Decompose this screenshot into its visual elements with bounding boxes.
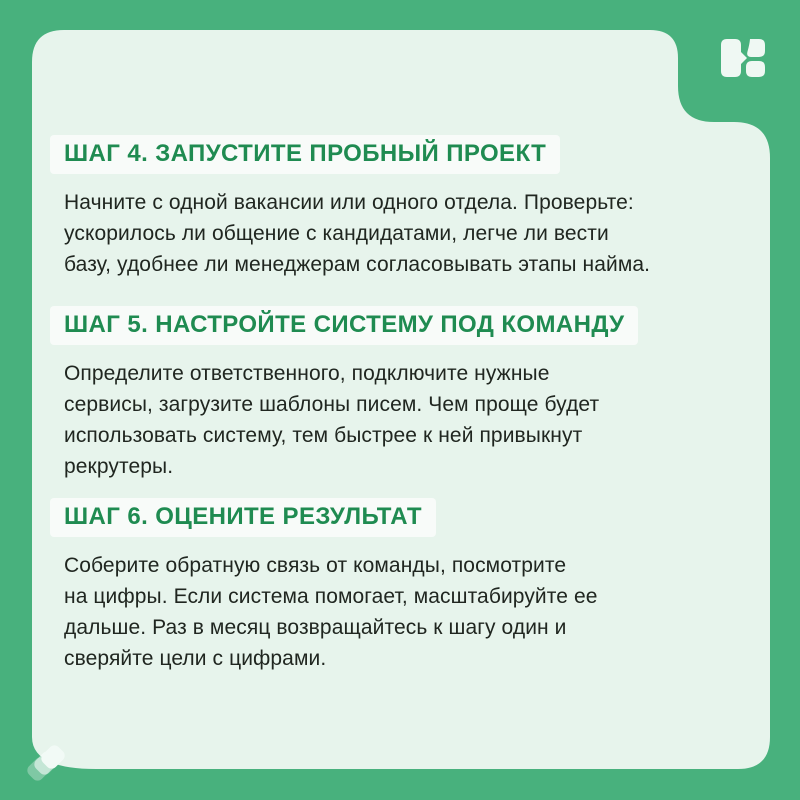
step-4-heading: ШАГ 4. ЗАПУСТИТЕ ПРОБНЫЙ ПРОЕКТ	[50, 135, 560, 174]
step-6-body	[64, 550, 750, 674]
body-line: рекрутеры.	[64, 455, 174, 478]
body-line: на цифры. Если система помогает, масштабируйте ее	[64, 585, 598, 608]
step-6-heading: ШАГ 6. ОЦЕНИТЕ РЕЗУЛЬТАТ	[50, 498, 436, 537]
body-line: сервисы, загрузите шаблоны писем. Чем проще будет	[64, 393, 600, 416]
step-4-section	[50, 135, 750, 280]
body-line: Соберите обратную связь от команды, посмотрите	[64, 554, 567, 577]
step-4-body	[64, 187, 750, 280]
body-line: Определите ответственного, подключите нужные	[64, 362, 550, 385]
body-line: дальше. Раз в месяц возвращайтесь к шагу один и	[64, 616, 567, 639]
step-6-section	[50, 498, 750, 674]
body-line: Начните с одной вакансии или одного отдела. Проверьте:	[64, 191, 634, 214]
step-5-section	[50, 306, 750, 482]
body-line: базу, удобнее ли менеджерам согласовывать этапы найма.	[64, 253, 651, 276]
body-line: ускорилось ли общение с кандидатами, легче ли вести	[64, 222, 609, 245]
step-5-body	[64, 358, 750, 482]
body-line: сверяйте цели с цифрами.	[64, 647, 327, 670]
body-line: использовать систему, тем быстрее к ней привыкнут	[64, 424, 583, 447]
step-5-heading: ШАГ 5. НАСТРОЙТЕ СИСТЕМУ ПОД КОМАНДУ	[50, 306, 638, 345]
